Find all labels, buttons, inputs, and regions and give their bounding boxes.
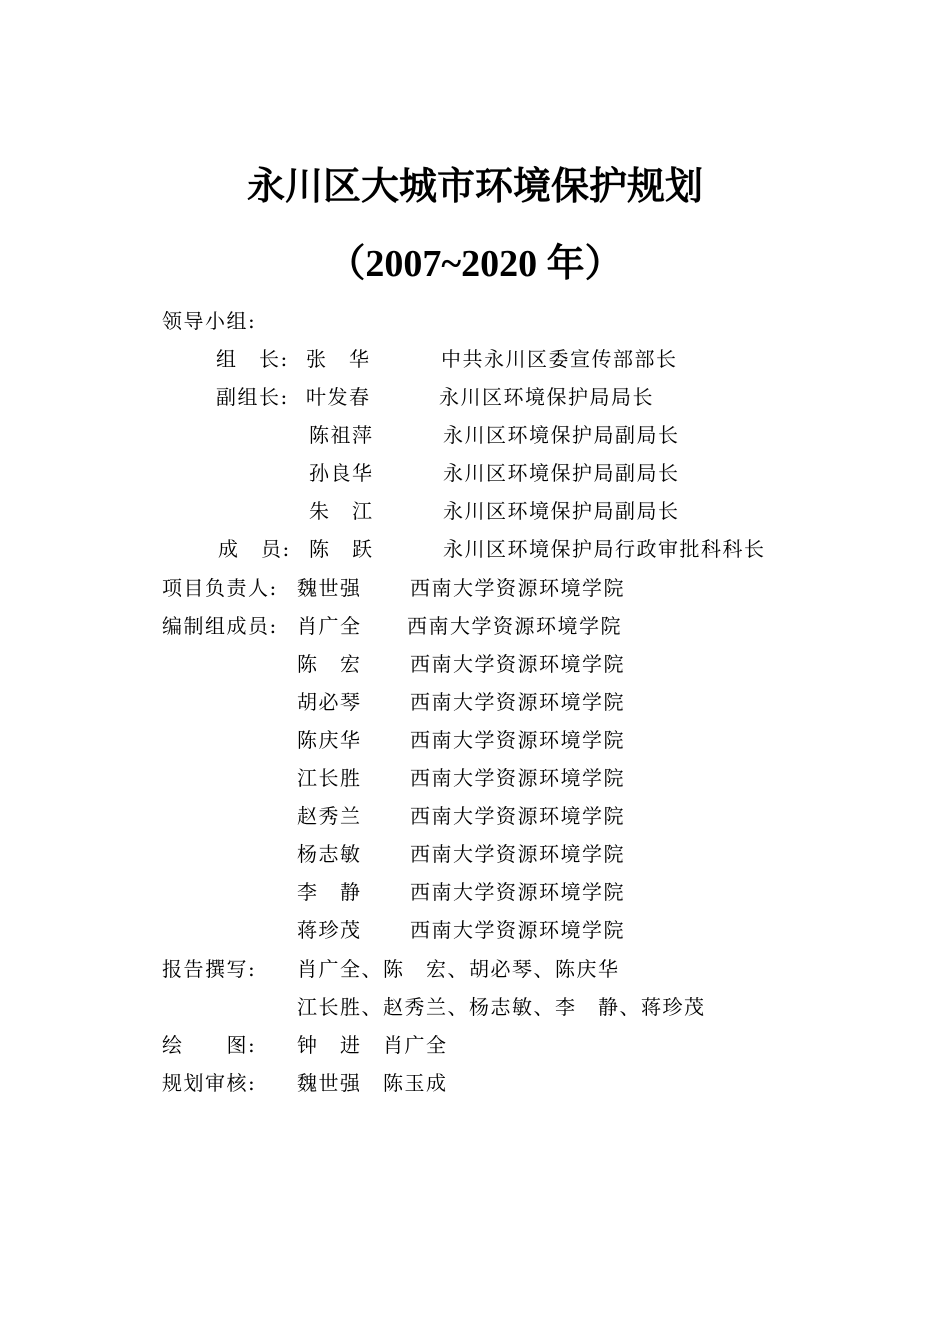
team-member-affiliation: 西南大学资源环境学院 [410,766,625,790]
team-member-name: 胡必琴 [297,690,362,714]
leader-name: 张 华 [306,347,371,371]
team-member-affiliation: 西南大学资源环境学院 [410,804,625,828]
deputy-title: 永川区环境保护局副局长 [443,423,680,447]
team-member-name: 李 静 [297,880,362,904]
team-member-name: 赵秀兰 [297,804,362,828]
deputy-name: 陈祖萍 [309,423,374,447]
team-member-name: 江长胜 [297,766,362,790]
deputy-title: 永川区环境保护局副局长 [443,499,680,523]
leader-title: 中共永川区委宣传部部长 [441,347,678,371]
review-label: 规划审核: [162,1071,257,1095]
member-name: 陈 跃 [309,537,374,561]
project-lead-label: 项目负责人: [162,576,278,600]
team-member-name: 陈庆华 [297,728,362,752]
deputy-label: 副组长: [216,385,289,409]
report-authors-line2: 江长胜、赵秀兰、杨志敏、李 静、蒋珍茂 [297,995,706,1019]
team-member-affiliation: 西南大学资源环境学院 [410,728,625,752]
deputy-name: 叶发春 [306,385,371,409]
team-member-affiliation: 西南大学资源环境学院 [410,880,625,904]
document-title: 永川区大城市环境保护规划 [246,164,703,208]
document-subtitle: （2007~2020 年） [327,243,623,285]
team-label: 编制组成员: [162,614,278,638]
team-member-affiliation: 西南大学资源环境学院 [410,842,625,866]
team-member-name: 陈 宏 [297,652,362,676]
team-member-name: 蒋珍茂 [297,918,362,942]
review-names: 魏世强 陈玉成 [297,1071,448,1095]
team-member-name: 杨志敏 [297,842,362,866]
deputy-name: 孙良华 [309,461,374,485]
leadership-heading: 领导小组: [162,309,257,333]
report-authors-line1: 肖广全、陈 宏、胡必琴、陈庆华 [297,957,620,981]
leader-label: 组 长: [216,347,289,371]
team-member-affiliation: 西南大学资源环境学院 [410,652,625,676]
report-label: 报告撰写: [162,957,257,981]
team-member-name: 肖广全 [297,614,362,638]
drawing-names: 钟 进 肖广全 [297,1033,448,1057]
team-member-affiliation: 西南大学资源环境学院 [410,918,625,942]
deputy-title: 永川区环境保护局副局长 [443,461,680,485]
drawing-label: 绘 图: [162,1033,257,1057]
member-label: 成 员: [218,537,291,561]
deputy-name: 朱 江 [309,499,374,523]
project-lead-affiliation: 西南大学资源环境学院 [410,576,625,600]
team-member-affiliation: 西南大学资源环境学院 [407,614,622,638]
project-lead-name: 魏世强 [297,576,362,600]
member-title: 永川区环境保护局行政审批科科长 [443,537,766,561]
team-member-affiliation: 西南大学资源环境学院 [410,690,625,714]
deputy-title: 永川区环境保护局局长 [439,385,654,409]
